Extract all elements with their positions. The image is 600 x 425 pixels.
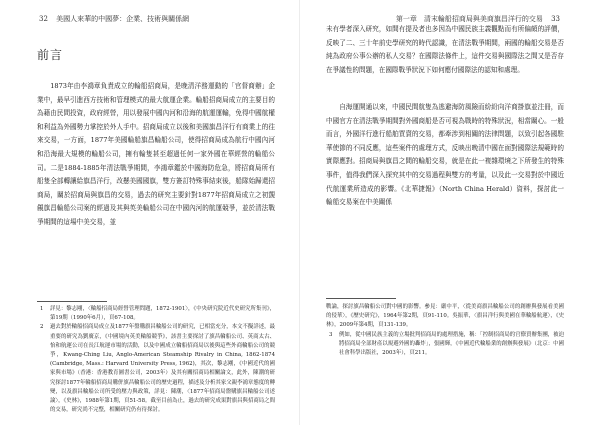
left-footnote-rule [37,301,107,302]
left-page-number: 32 [39,15,48,23]
right-footnote-rule [326,298,396,299]
footnote-marker: 2 [40,324,44,331]
footnote-text: 例如，從中國民族主義的立場批判招商局的處理措施，稱：「控制招商局的官僚買辦集團，被迫將招商局全部財產以規避外國的轟炸」，張國輝，《中國近代輪船業的創辦與發展》（北京：中國社會科學出版社，2003年），頁211。 [339,331,564,357]
left-footnotes [37,305,275,415]
chapter-title: 第一章 清末輪船招商局與美商旗昌洋行的交易 [395,15,543,23]
right-body-paragraph-2: 自海運開通以來，中國民間航隻為逃避海防風險而紛紛向洋商掛旗並注冊，而中國官方在清法戰爭期間對外國商船是否可視為戰時的特殊狀況，相當關心。一般而言，外國洋行進行船舶買賣的交易，都牽涉到相關的法律問題，以致引起各國駐華使節的不同反應，這些案件的處理方式，反映出晚清中國在面對國際法規範時的實際應對。招商局與旗昌之間的輪船交易，就是在此一複雜環境之下所發生的特殊事件，值得我們深入探究其中的交易過程與雙方的考量，以及此一交易對於中國近代航運業所造成的影響。《北華捷報》（North China Herald）資料，探討此一輪船交易案在中美關係 [326,103,564,207]
footnote-text: 戰論，探討旗昌輪船公司對中國的影響。參見：嚴中平，〈從美商旗昌輪船公司的創辦與發展看美國的侵華〉，《歷史研究》，1964年第2期，頁91-110。吳振華，〈旗昌洋行與美國在華輪船航運〉，《史林》，2009年第4期，頁131-139。 [326,304,564,329]
footnote-2 [37,323,275,415]
left-body-paragraph: 1873年由李鴻章負責成立的輪船招商局，是晚清洋務運動的「官督商辦」企業中，最早引進西方技術和管理模式的最大航運企業。輪船招商局成立的主要目的為藉由民間投資，政府經營，用以發展中國內河和沿海的航運運輸，免得中國航權和利益為外國勢力掌控於外人手中。招商局成立以後和美國旗昌洋行有商業上的往來交易，一方面，1877年美國輪船旗昌輪船公司，使得招商局成為航行中國內河和沿海最大規模的輪船公司，擁有輪隻甚至超過任何一家外國在華經營的輪船公司。二是1884-1885年清法戰爭期間，李鴻章鑑於中國海防危急，將招商局所有船隻全部轉讓給旗昌洋行，改懸美國國旗，雙方簽訂特殊事結束後，船隊始歸還招商局，關於招商局與旗昌的交易，過去的研究主要針對1877年招商局成立之初覬覦旗昌輪船公司案的經過及其與英美輪船公司在中國內河的航運競爭，並於清法戰爭期間的這場中美交易，並 [37,82,275,226]
section-title: 前言 [37,48,64,62]
right-footnotes [326,303,564,358]
footnote-marker: 1 [40,306,44,312]
footnote-text: 詳見：黎志剛，〈輪船招商局經營管理問題，1872-1901〉，《中央研究院近代史研究所集刊》，第19期（1990年6月），頁67-108。 [50,306,275,322]
right-body-paragraph-1: 未有學者深入研究，如間有提及者也多因為中國民族主義觀點而有所偏頗的評價，反映了二、三十年前史學研究的時代認識，在清法戰爭期間，兩國的輪船交易是否純為政府公事公辦的私人交易？在國際法條件上，這件交易與國際法之間又是否存在爭議性的問題，在國際戰爭狀況下如何應付國際法的認知和處理。 [326,25,564,74]
footnote-1 [37,305,275,323]
right-page [300,0,600,425]
footnote-marker: 3 [329,331,333,338]
book-title: 美國人來華的中國夢：企業、技術與關係網 [56,15,190,23]
footnote-continued [326,303,564,331]
footnote-3 [326,331,564,359]
right-page-number: 33 [551,15,560,23]
left-running-head [33,14,189,24]
footnote-text: 過去對於輪船招商局成立及1877年盤購旗昌輪船公司的研究，已相當充分，本文不擬詳述，最重要的研究為劉廣京，《中國境內英美輪船競爭》，該書主要探討了旗昌輪船公司、英商太古、怡和航運公司在長江航運市場的活動，以及中國成立輪船招商局以後與這些外商輪船公司的競爭，Kwang-Ching Liu, Anglo-American Steamship Rivalry in China, 1862-1874 (Cambridge, Mass.: Harvard University Press, 1962)，其次，黎志剛，《中國近代的國家與市場》（香港：香港教育圖書公司，2003年）及其有關招商局相關論文，此外，陳潮的研究探討1877年輪船招商局購併旗昌輪船公司的歷史過程，描述及分析其家父親李鴻章態度的轉變，以及旗昌輪船公司所受的壓力與政策，詳見：陳潮，〈1877年招商局盤購旗昌輪船公司述論〉，《史林》，1988年第1期，頁51-58。截至目前為止，過去的研究成果對旗昌與招商局之間的交易，研究尚不完整，相關研究仍有待探討。 [50,324,275,414]
